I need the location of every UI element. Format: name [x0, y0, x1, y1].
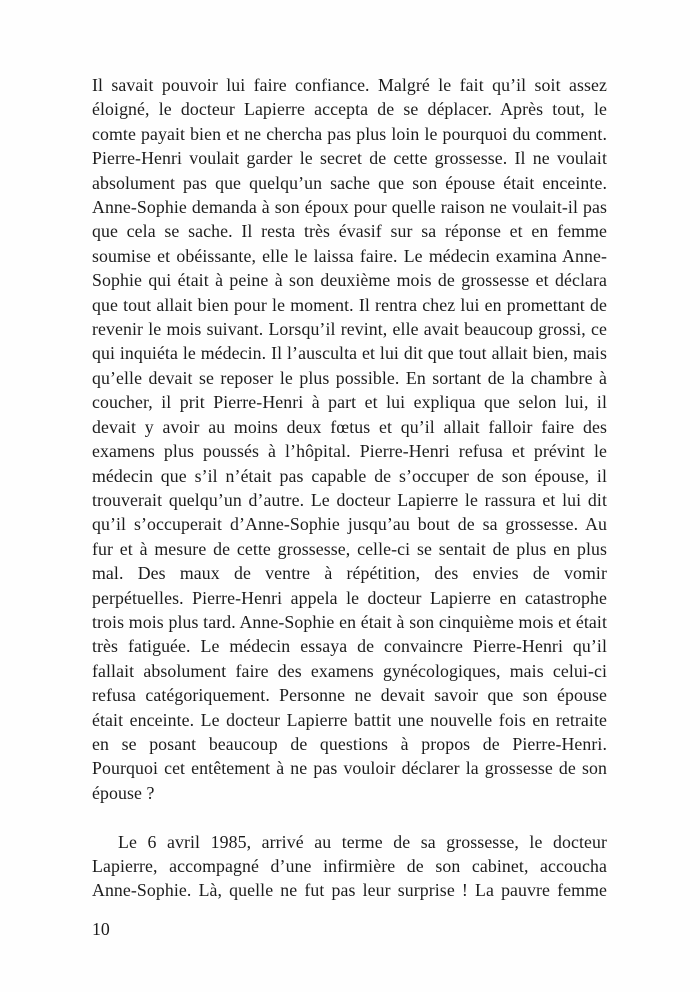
text-line: que tout allait bien pour le moment. Il rentra chez lui en promettant de: [92, 294, 607, 315]
text-line: éloigné, le docteur Lapierre accepta de se déplacer. Après tout, le: [92, 99, 607, 120]
text-line: Anne-Sophie. Là, quelle ne fut pas leur surprise ! La pauvre femme: [92, 880, 607, 901]
text-line: comte payait bien et ne chercha pas plus loin le pourquoi du comment.: [92, 123, 607, 144]
text-line: Lapierre, accompagné d’une infirmière de son cabinet, accoucha: [92, 855, 607, 876]
text-line: trois mois plus tard. Anne-Sophie en était à son cinquième mois et était: [92, 611, 607, 632]
paragraph-2: [92, 830, 607, 903]
text-line: Pierre-Henri voulait garder le secret de cette grossesse. Il ne voulait: [92, 148, 607, 169]
text-line: soumise et obéissante, elle le laissa faire. Le médecin examina Anne-: [92, 245, 607, 266]
text-line: Anne-Sophie demanda à son époux pour quelle raison ne voulait-il pas: [92, 197, 607, 218]
page-text: [92, 73, 607, 941]
text-line: coucher, il prit Pierre-Henri à part et lui expliqua que selon lui, il: [92, 392, 607, 413]
text-line: qu’elle devait se reposer le plus possible. En sortant de la chambre à: [92, 367, 607, 388]
text-line: était enceinte. Le docteur Lapierre battit une nouvelle fois en retraite: [92, 709, 607, 730]
text-line: absolument pas que quelqu’un sache que son épouse était enceinte.: [92, 172, 607, 193]
text-line: revenir le mois suivant. Lorsqu’il revint, elle avait beaucoup grossi, ce: [92, 319, 607, 340]
text-line: en se posant beaucoup de questions à propos de Pierre-Henri.: [92, 733, 607, 754]
text-line: que cela se sache. Il resta très évasif sur sa réponse et en femme: [92, 221, 607, 242]
page-number: 10: [92, 918, 110, 939]
text-line: Le 6 avril 1985, arrivé au terme de sa grossesse, le docteur: [118, 831, 607, 852]
text-line: médecin que s’il n’était pas capable de s’occuper de son épouse, il: [92, 465, 607, 486]
paragraph-1: [92, 73, 607, 805]
text-line: fur et à mesure de cette grossesse, celle-ci se sentait de plus en plus: [92, 538, 607, 559]
text-line: perpétuelles. Pierre-Henri appela le docteur Lapierre en catastrophe: [92, 587, 607, 608]
text-line: trouverait quelqu’un d’autre. Le docteur Lapierre le rassura et lui dit: [92, 489, 607, 510]
text-line: qu’il s’occuperait d’Anne-Sophie jusqu’au bout de sa grossesse. Au: [92, 514, 607, 535]
text-line: Il savait pouvoir lui faire confiance. Malgré le fait qu’il soit assez: [92, 75, 607, 95]
text-line: devait y avoir au moins deux fœtus et qu’il allait falloir faire des: [92, 416, 607, 437]
text-line: Pourquoi cet entêtement à ne pas vouloir déclarer la grossesse de son: [92, 758, 607, 779]
text-line: Sophie qui était à peine à son deuxième mois de grossesse et déclara: [92, 270, 607, 291]
text-line: mal. Des maux de ventre à répétition, des envies de vomir: [92, 563, 607, 584]
text-line: épouse ?: [92, 782, 155, 803]
text-line: refusa catégoriquement. Personne ne devait savoir que son épouse: [92, 685, 607, 706]
text-line: examens plus poussés à l’hôpital. Pierre-Henri refusa et prévint le: [92, 441, 607, 462]
text-line: très fatiguée. Le médecin essaya de convaincre Pierre-Henri qu’il: [92, 636, 607, 657]
text-line: fallait absolument faire des examens gynécologiques, mais celui-ci: [92, 660, 607, 681]
text-line: qui inquiéta le médecin. Il l’ausculta et lui dit que tout allait bien, mais: [92, 343, 607, 364]
